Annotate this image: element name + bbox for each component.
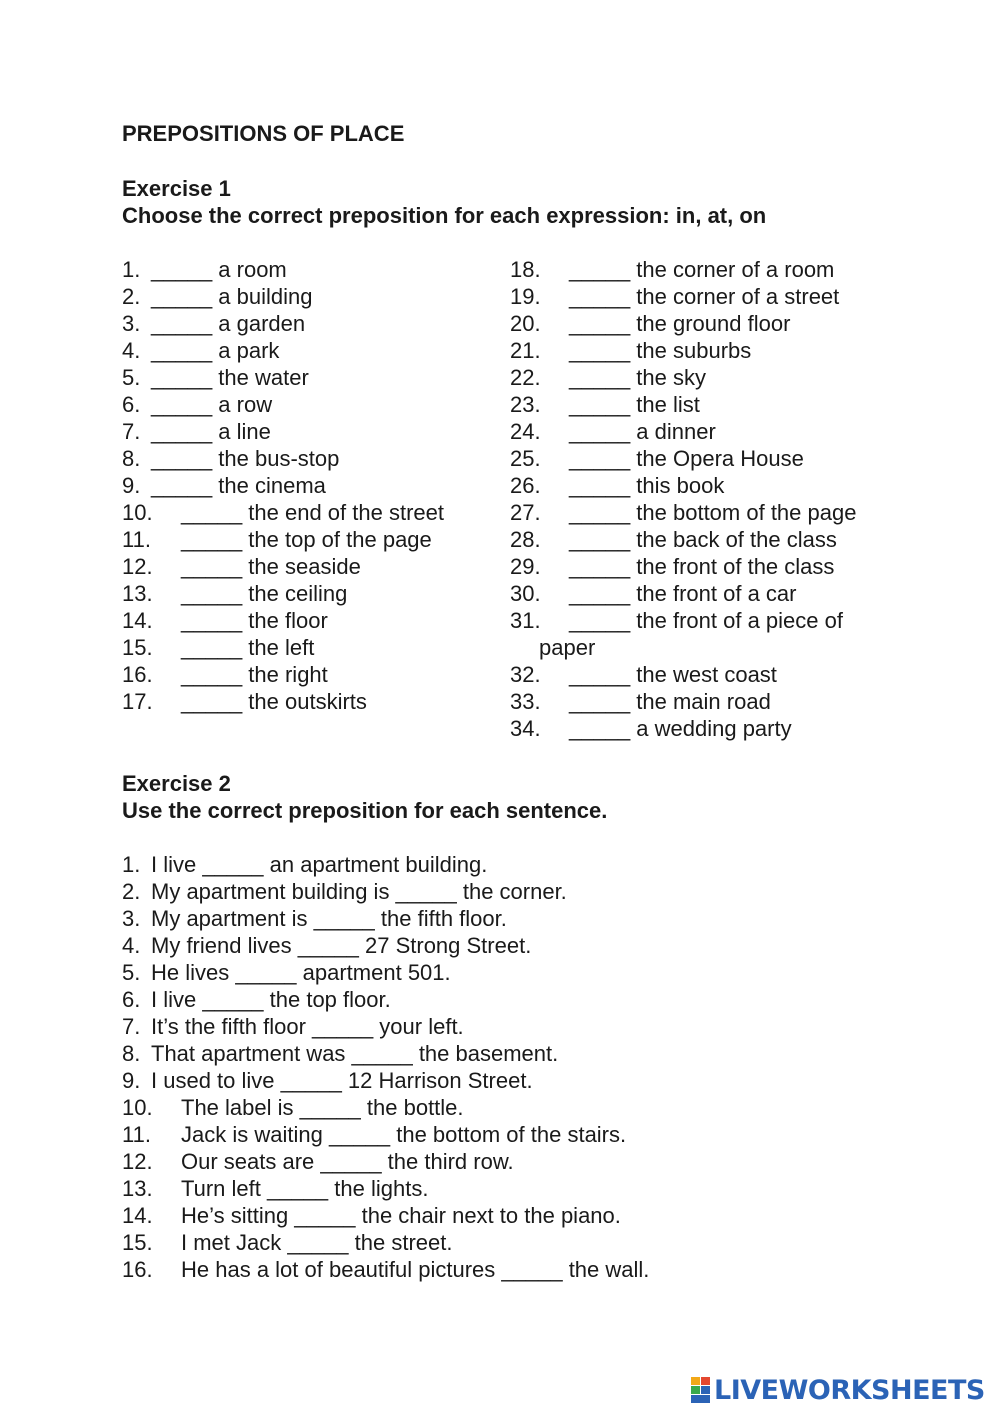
list-item <box>510 283 910 310</box>
item-text: _____ the seaside <box>181 554 361 579</box>
item-number: 11. <box>122 527 151 552</box>
item-text: My apartment is _____ the fifth floor. <box>151 906 507 931</box>
list-item <box>122 256 502 283</box>
list-item <box>122 1148 822 1175</box>
item-number: 12. <box>122 1149 153 1174</box>
item-text: _____ the sky <box>569 365 706 390</box>
list-item <box>122 688 502 715</box>
item-text: _____ the front of a piece of <box>569 608 843 633</box>
item-number: 5. <box>122 960 141 985</box>
item-number: 18. <box>510 257 541 282</box>
item-number: 21. <box>510 338 541 363</box>
item-number: 11. <box>122 1122 151 1147</box>
item-text: He has a lot of beautiful pictures _____ the wall. <box>181 1257 650 1282</box>
item-number: 34. <box>510 716 541 741</box>
exercise-2-list <box>122 851 822 1283</box>
item-text: _____ the right <box>181 662 328 687</box>
exercise-2-instruction: Use the correct preposition for each sentence. <box>122 798 608 823</box>
list-item <box>510 337 910 364</box>
list-item <box>122 1256 822 1283</box>
item-number: 9. <box>122 473 141 498</box>
item-text: _____ the west coast <box>569 662 777 687</box>
item-text: My friend lives _____ 27 Strong Street. <box>151 933 532 958</box>
list-item <box>122 986 822 1013</box>
item-number: 1. <box>122 852 141 877</box>
item-number: 23. <box>510 392 541 417</box>
item-text: _____ a room <box>151 257 287 282</box>
list-item <box>510 499 910 526</box>
item-number: 2. <box>122 284 141 309</box>
item-text: _____ the cinema <box>151 473 326 498</box>
item-number: 16. <box>122 1257 153 1282</box>
item-text: _____ a park <box>151 338 280 363</box>
item-number: 15. <box>122 1230 153 1255</box>
item-number: 29. <box>510 554 541 579</box>
item-number: 13. <box>122 581 153 606</box>
item-number: 30. <box>510 581 541 606</box>
list-item <box>122 1040 822 1067</box>
item-number: 7. <box>122 419 141 444</box>
item-text: _____ a building <box>151 284 313 309</box>
item-text: _____ the Opera House <box>569 446 804 471</box>
item-number: 27. <box>510 500 541 525</box>
item-text: Our seats are _____ the third row. <box>181 1149 514 1174</box>
exercise-1-header <box>122 175 766 229</box>
list-item <box>122 1175 822 1202</box>
item-text: _____ the end of the street <box>181 500 444 525</box>
item-text: _____ the suburbs <box>569 338 752 363</box>
list-item <box>122 1013 822 1040</box>
exercise-1-instruction: Choose the correct preposition for each expression: in, at, on <box>122 203 767 228</box>
list-item <box>510 715 910 742</box>
list-item <box>122 959 822 986</box>
list-item <box>510 553 910 580</box>
item-text: The label is _____ the bottle. <box>181 1095 464 1120</box>
list-item <box>510 472 910 499</box>
list-item <box>122 1067 822 1094</box>
item-number: 3. <box>122 311 141 336</box>
item-number: 17. <box>122 689 153 714</box>
item-number: 28. <box>510 527 541 552</box>
item-number: 1. <box>122 257 141 282</box>
item-number: 33. <box>510 689 541 714</box>
item-number: 26. <box>510 473 541 498</box>
exercise-2-header <box>122 770 607 824</box>
list-item <box>122 634 502 661</box>
item-text: Jack is waiting _____ the bottom of the stairs. <box>181 1122 627 1147</box>
item-number: 4. <box>122 338 141 363</box>
item-text: _____ the corner of a street <box>569 284 840 309</box>
list-item <box>510 256 910 283</box>
item-text: I met Jack _____ the street. <box>181 1230 453 1255</box>
item-text: _____ the front of the class <box>569 554 835 579</box>
item-number: 12. <box>122 554 153 579</box>
liveworksheets-logo <box>690 1373 990 1407</box>
item-text: Turn left _____ the lights. <box>181 1176 429 1201</box>
item-number: 20. <box>510 311 541 336</box>
item-text: He’s sitting _____ the chair next to the piano. <box>181 1203 621 1228</box>
list-item <box>510 580 910 607</box>
item-text: _____ a garden <box>151 311 306 336</box>
page-title: PREPOSITIONS OF PLACE <box>122 121 405 146</box>
list-item <box>122 1202 822 1229</box>
list-item <box>510 445 910 472</box>
list-item <box>122 283 502 310</box>
item-number: 3. <box>122 906 141 931</box>
list-item <box>122 932 822 959</box>
list-item <box>122 580 502 607</box>
item-number: 10. <box>122 1095 153 1120</box>
list-item <box>122 310 502 337</box>
list-item <box>510 364 910 391</box>
item-text: _____ a row <box>151 392 273 417</box>
list-item <box>122 878 822 905</box>
item-text: I live _____ the top floor. <box>151 987 391 1012</box>
item-text: _____ the ground floor <box>569 311 791 336</box>
item-text: _____ the top of the page <box>181 527 432 552</box>
item-text: He lives _____ apartment 501. <box>151 960 451 985</box>
list-item <box>122 553 502 580</box>
item-text: It’s the fifth floor _____ your left. <box>151 1014 464 1039</box>
item-text: _____ the ceiling <box>181 581 348 606</box>
item-text-continued: paper <box>539 635 596 660</box>
list-item <box>510 310 910 337</box>
exercise-1-heading: Exercise 1 <box>122 176 231 201</box>
item-number: 32. <box>510 662 541 687</box>
item-number: 8. <box>122 1041 141 1066</box>
list-item <box>510 418 910 445</box>
item-text: _____ the outskirts <box>181 689 367 714</box>
item-number: 14. <box>122 608 153 633</box>
item-number: 6. <box>122 392 141 417</box>
item-text: _____ a dinner <box>569 419 716 444</box>
item-text: _____ the floor <box>181 608 328 633</box>
item-number: 7. <box>122 1014 141 1039</box>
list-item <box>122 364 502 391</box>
list-item <box>510 607 910 661</box>
list-item <box>122 607 502 634</box>
list-item <box>122 499 502 526</box>
item-text: _____ this book <box>569 473 725 498</box>
list-item <box>122 526 502 553</box>
item-number: 5. <box>122 365 141 390</box>
list-item <box>122 418 502 445</box>
liveworksheets-logo-icon <box>690 1375 712 1405</box>
item-text: I used to live _____ 12 Harrison Street. <box>151 1068 533 1093</box>
list-item <box>510 688 910 715</box>
item-number: 10. <box>122 500 153 525</box>
list-item <box>510 526 910 553</box>
item-text: My apartment building is _____ the corner. <box>151 879 567 904</box>
list-item <box>122 905 822 932</box>
item-number: 24. <box>510 419 541 444</box>
list-item <box>122 661 502 688</box>
item-number: 6. <box>122 987 141 1012</box>
list-item <box>122 1094 822 1121</box>
list-item <box>122 1121 822 1148</box>
item-number: 16. <box>122 662 153 687</box>
item-text: _____ the water <box>151 365 309 390</box>
list-item <box>122 1229 822 1256</box>
item-text: _____ the corner of a room <box>569 257 835 282</box>
list-item <box>122 445 502 472</box>
liveworksheets-logo-text: LIVEWORKSHEETS <box>714 1374 985 1406</box>
item-text: _____ the main road <box>569 689 771 714</box>
item-number: 15. <box>122 635 153 660</box>
item-number: 13. <box>122 1176 153 1201</box>
item-number: 8. <box>122 446 141 471</box>
item-number: 22. <box>510 365 541 390</box>
item-text: _____ the left <box>181 635 315 660</box>
exercise-1-right-list <box>510 256 910 742</box>
item-text: I live _____ an apartment building. <box>151 852 488 877</box>
exercise-1-left-list <box>122 256 502 715</box>
item-number: 31. <box>510 608 541 633</box>
item-text: That apartment was _____ the basement. <box>151 1041 559 1066</box>
item-number: 19. <box>510 284 541 309</box>
item-text: _____ the bottom of the page <box>569 500 857 525</box>
exercise-2-heading: Exercise 2 <box>122 771 231 796</box>
list-item <box>510 391 910 418</box>
item-number: 2. <box>122 879 141 904</box>
item-text: _____ the front of a car <box>569 581 797 606</box>
item-number: 4. <box>122 933 141 958</box>
item-number: 9. <box>122 1068 141 1093</box>
list-item <box>122 851 822 878</box>
list-item <box>122 391 502 418</box>
list-item <box>510 661 910 688</box>
item-number: 25. <box>510 446 541 471</box>
list-item <box>122 472 502 499</box>
item-text: _____ a line <box>151 419 271 444</box>
item-text: _____ a wedding party <box>569 716 792 741</box>
item-text: _____ the bus-stop <box>151 446 340 471</box>
item-text: _____ the list <box>569 392 700 417</box>
item-text: _____ the back of the class <box>569 527 837 552</box>
list-item <box>122 337 502 364</box>
item-number: 14. <box>122 1203 153 1228</box>
